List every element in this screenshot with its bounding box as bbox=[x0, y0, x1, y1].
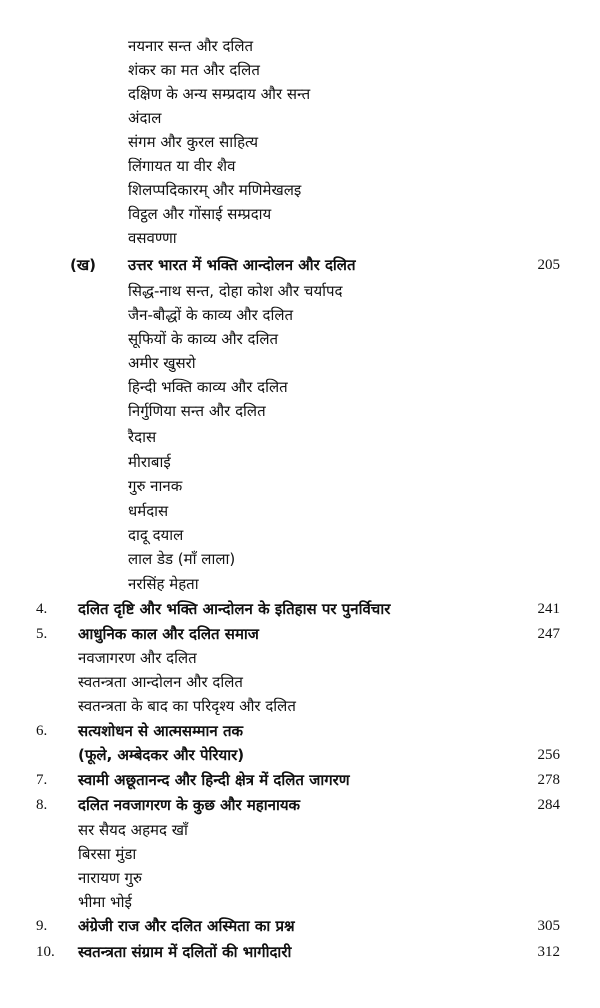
toc-entry-title: सिद्ध-नाथ सन्त, दोहा कोश और चर्यापद bbox=[128, 282, 343, 300]
toc-entry-title: नरसिंह मेहता bbox=[128, 575, 199, 593]
toc-entry-title: स्वतन्त्रता के बाद का परिदृश्य और दलित bbox=[78, 697, 296, 715]
toc-entry-title: नवजागरण और दलित bbox=[78, 649, 197, 667]
page-number: 305 bbox=[537, 918, 560, 934]
toc-entry-title: अंदाल bbox=[128, 109, 162, 127]
toc-entry bbox=[0, 303, 600, 327]
toc-entry-title: निर्गुणिया सन्त और दलित bbox=[128, 402, 266, 420]
toc-entry bbox=[0, 646, 600, 670]
toc-entry bbox=[0, 327, 600, 351]
toc-entry bbox=[0, 694, 600, 718]
toc-entry bbox=[0, 474, 600, 498]
toc-entry-title: वसवण्णा bbox=[128, 229, 177, 247]
toc-entry-title: विट्ठल और गोंसाई सम्प्रदाय bbox=[128, 205, 272, 223]
toc-chapter-7 bbox=[0, 768, 600, 792]
toc-entry bbox=[0, 82, 600, 106]
toc-entry-title: अमीर खुसरो bbox=[128, 354, 196, 372]
toc-chapter-5 bbox=[0, 622, 600, 646]
toc-entry-title: नयनार सन्त और दलित bbox=[128, 37, 254, 55]
toc-entry bbox=[0, 58, 600, 82]
toc-entry bbox=[0, 818, 600, 842]
toc-entry-title: भीमा भोई bbox=[78, 893, 132, 911]
chapter-number: 4. bbox=[36, 601, 48, 617]
toc-entry bbox=[0, 866, 600, 890]
toc-entry bbox=[0, 106, 600, 130]
toc-entry bbox=[0, 279, 600, 303]
toc-entry-title: धर्मदास bbox=[128, 502, 169, 520]
chapter-title: आधुनिक काल और दलित समाज bbox=[78, 625, 259, 643]
toc-entry bbox=[0, 890, 600, 914]
toc-entry bbox=[0, 399, 600, 423]
toc-entry-title: दादू दयाल bbox=[128, 526, 184, 544]
toc-entry bbox=[0, 499, 600, 523]
toc-entry-title: स्वतन्त्रता आन्दोलन और दलित bbox=[78, 673, 243, 691]
toc-entry bbox=[0, 154, 600, 178]
toc-chapter-6-subtitle bbox=[0, 743, 600, 767]
toc-entry-title: सर सैयद अहमद खाँ bbox=[78, 821, 188, 839]
chapter-number: 9. bbox=[36, 918, 48, 934]
toc-entry bbox=[0, 202, 600, 226]
toc-entry-title: मीराबाई bbox=[128, 453, 171, 471]
section-title: उत्तर भारत में भक्ति आन्दोलन और दलित bbox=[128, 256, 356, 274]
chapter-title: स्वतन्त्रता संग्राम में दलितों की भागीदारी bbox=[78, 943, 292, 961]
toc-entry-title: हिन्दी भक्ति काव्य और दलित bbox=[128, 378, 288, 396]
toc-entry bbox=[0, 670, 600, 694]
section-marker: (ख) bbox=[70, 256, 96, 274]
toc-chapter-4 bbox=[0, 597, 600, 621]
toc-entry bbox=[0, 523, 600, 547]
toc-entry bbox=[0, 572, 600, 596]
toc-entry-title: बिरसा मुंडा bbox=[78, 845, 137, 863]
toc-entry-title: लिंगायत या वीर शैव bbox=[128, 157, 236, 175]
toc-entry bbox=[0, 425, 600, 449]
chapter-number: 8. bbox=[36, 797, 48, 813]
toc-entry-title: लाल डेड (माँ लाला) bbox=[128, 550, 236, 568]
page-number: 205 bbox=[537, 257, 560, 273]
chapter-number: 6. bbox=[36, 723, 48, 739]
toc-entry-title: रैदास bbox=[128, 428, 157, 446]
toc-chapter-10 bbox=[0, 940, 600, 964]
chapter-title: दलित दृष्टि और भक्ति आन्दोलन के इतिहास पर पुनर्विचार bbox=[78, 600, 391, 618]
toc-chapter-6 bbox=[0, 719, 600, 743]
toc-entry bbox=[0, 178, 600, 202]
page-number: 247 bbox=[537, 626, 560, 642]
chapter-title: अंग्रेजी राज और दलित अस्मिता का प्रश्न bbox=[78, 917, 295, 935]
chapter-title: सत्यशोधन से आत्मसम्मान तक bbox=[78, 722, 244, 740]
toc-section-kh bbox=[0, 253, 600, 277]
chapter-number: 5. bbox=[36, 626, 48, 642]
page-number: 241 bbox=[537, 601, 560, 617]
toc-entry-title: जैन-बौद्धों के काव्य और दलित bbox=[128, 306, 294, 324]
toc-entry-title: शिलप्पदिकारम् और मणिमेखलइ bbox=[128, 181, 302, 199]
toc-entry-title: संगम और कुरल साहित्य bbox=[128, 133, 259, 151]
page-number: 278 bbox=[537, 772, 560, 788]
toc-chapter-8 bbox=[0, 793, 600, 817]
toc-entry bbox=[0, 547, 600, 571]
toc-entry bbox=[0, 375, 600, 399]
toc-entry-title: शंकर का मत और दलित bbox=[128, 61, 260, 79]
chapter-number: 10. bbox=[36, 944, 55, 960]
page-number: 312 bbox=[537, 944, 560, 960]
chapter-title: दलित नवजागरण के कुछ और महानायक bbox=[78, 796, 301, 814]
toc-chapter-9 bbox=[0, 914, 600, 938]
toc-entry bbox=[0, 34, 600, 58]
toc-entry bbox=[0, 450, 600, 474]
toc-entry-title: गुरु नानक bbox=[128, 477, 183, 495]
chapter-subtitle: (फूले, अम्बेदकर और पेरियार) bbox=[78, 746, 245, 764]
toc-entry bbox=[0, 351, 600, 375]
toc-entry-title: सूफियों के काव्य और दलित bbox=[128, 330, 279, 348]
toc-entry bbox=[0, 130, 600, 154]
toc-entry-title: नारायण गुरु bbox=[78, 869, 142, 887]
page-number: 256 bbox=[537, 747, 560, 763]
toc-entry bbox=[0, 842, 600, 866]
toc-entry-title: दक्षिण के अन्य सम्प्रदाय और सन्त bbox=[128, 85, 311, 103]
page-number: 284 bbox=[537, 797, 560, 813]
toc-entry bbox=[0, 226, 600, 250]
chapter-title: स्वामी अछूतानन्द और हिन्दी क्षेत्र में दलित जागरण bbox=[78, 771, 350, 789]
chapter-number: 7. bbox=[36, 772, 48, 788]
